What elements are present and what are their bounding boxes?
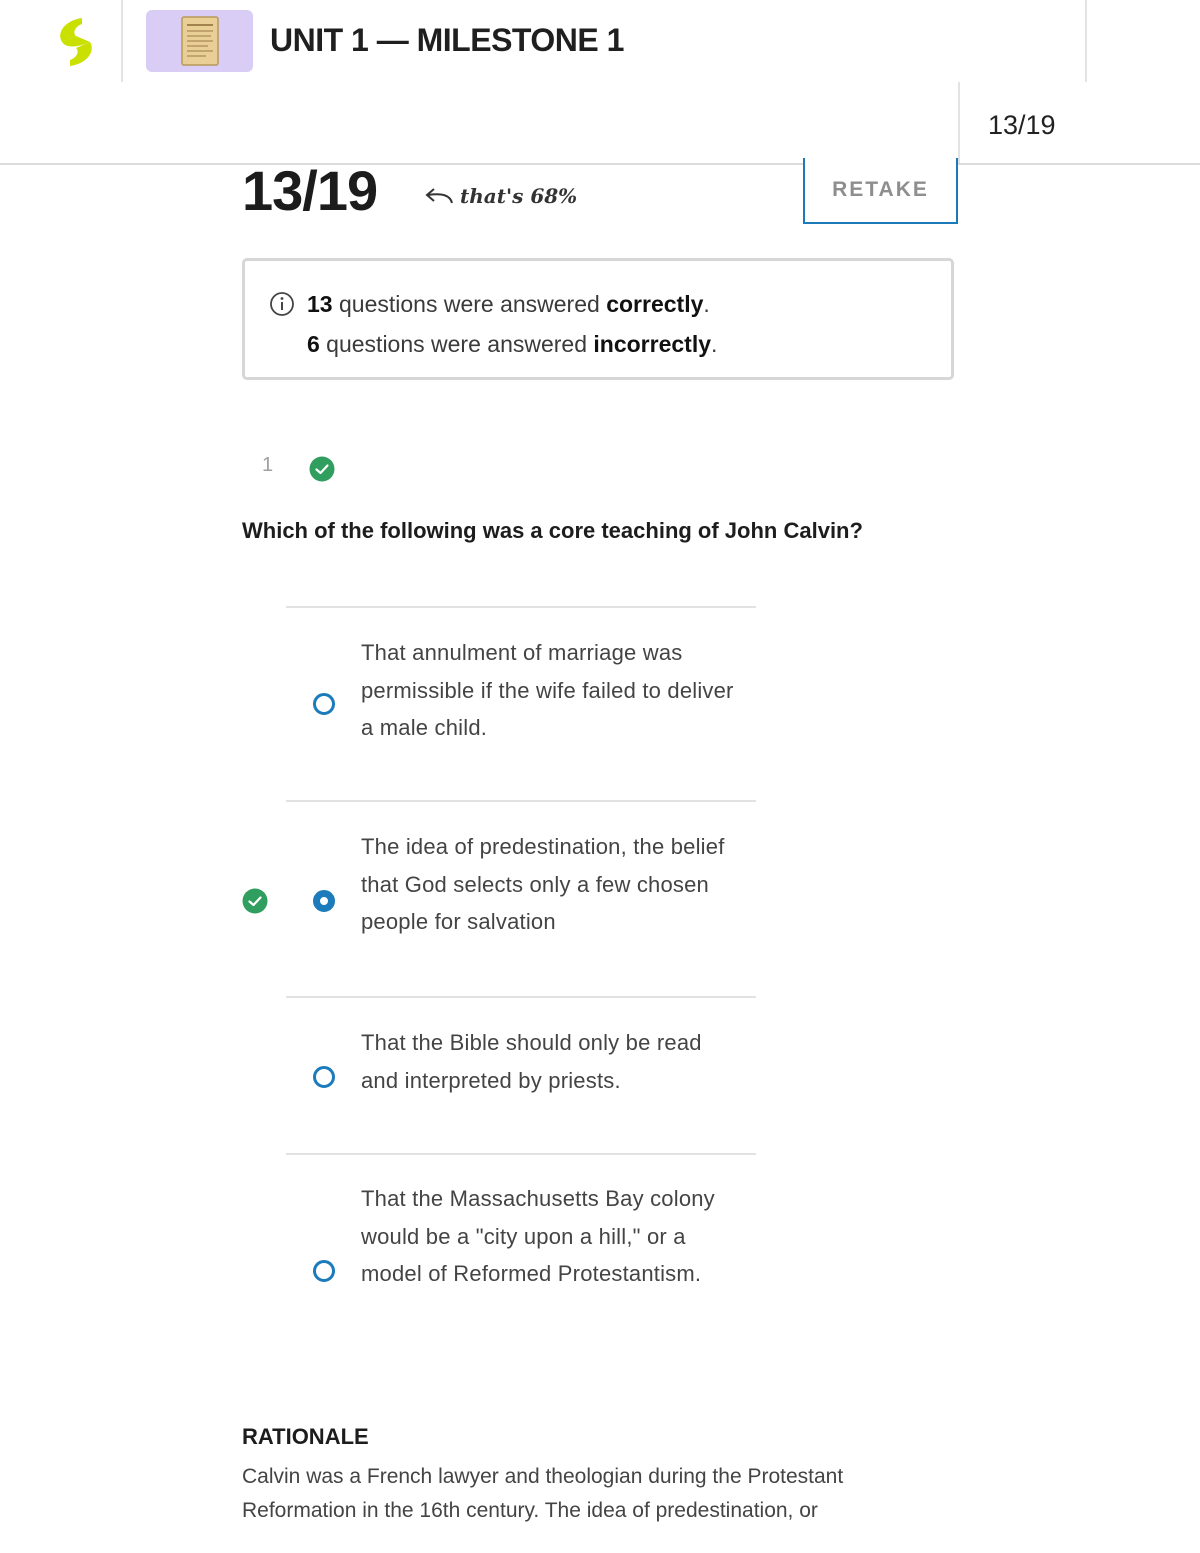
correct-summary xyxy=(307,291,710,318)
option-2-radio[interactable] xyxy=(313,890,335,912)
percent-text: that's 68% xyxy=(460,184,578,208)
score-panel-divider xyxy=(958,82,960,164)
incorrect-summary xyxy=(307,331,717,358)
question-number: 1 xyxy=(262,454,274,476)
score-percent-note xyxy=(422,184,577,208)
unit-thumbnail xyxy=(146,10,253,72)
option-divider xyxy=(286,1153,756,1155)
incorrect-summary-text: questions were answered xyxy=(319,331,594,357)
incorrect-period: . xyxy=(711,331,718,357)
header-score: 13/19 xyxy=(988,110,1056,140)
correct-summary-text: questions were answered xyxy=(332,291,607,317)
rationale-text: Calvin was a French lawyer and theologian during the Protestant Reformation in the 16th century. The idea of predestination, or xyxy=(242,1465,844,1522)
correct-period: . xyxy=(703,291,710,317)
results-summary xyxy=(242,258,954,380)
option-4-radio[interactable] xyxy=(313,1260,335,1282)
retake-button[interactable]: RETAKE xyxy=(803,158,958,224)
info-icon xyxy=(269,291,295,317)
option-divider xyxy=(286,606,756,608)
curved-arrow-icon xyxy=(422,185,454,207)
header-divider xyxy=(121,0,123,82)
question-text: Which of the following was a core teaching of John Calvin? xyxy=(242,518,863,543)
option-3-radio[interactable] xyxy=(313,1066,335,1088)
incorrect-word: incorrectly xyxy=(593,331,712,357)
question-correct-check-icon xyxy=(309,456,335,482)
correct-word: correctly xyxy=(606,291,704,317)
app-logo[interactable] xyxy=(52,14,100,70)
option-divider xyxy=(286,800,756,802)
rationale-heading: RATIONALE xyxy=(242,1424,369,1449)
header-bottom-border xyxy=(0,163,1200,165)
option-1-radio[interactable] xyxy=(313,693,335,715)
score-value: 13/19 xyxy=(242,159,378,222)
incorrect-count: 6 xyxy=(307,331,320,357)
option-3-text[interactable]: That the Bible should only be read and interpreted by priests. xyxy=(361,1030,702,1093)
option-1-text[interactable]: That annulment of marriage was permissible if the wife failed to deliver a male child. xyxy=(361,640,734,740)
option-2-text[interactable]: The idea of predestination, the belief that God selects only a few chosen people for salvation xyxy=(361,834,725,934)
page-title: UNIT 1 — MILESTONE 1 xyxy=(270,22,624,58)
header-divider-right xyxy=(1085,0,1087,82)
option-4-text[interactable]: That the Massachusetts Bay colony would be a "city upon a hill," or a model of Reformed Protestantism. xyxy=(361,1186,715,1286)
document-scroll-icon xyxy=(178,15,222,67)
correct-count: 13 xyxy=(307,291,333,317)
answer-correct-check-icon xyxy=(242,888,268,914)
option-divider xyxy=(286,996,756,998)
